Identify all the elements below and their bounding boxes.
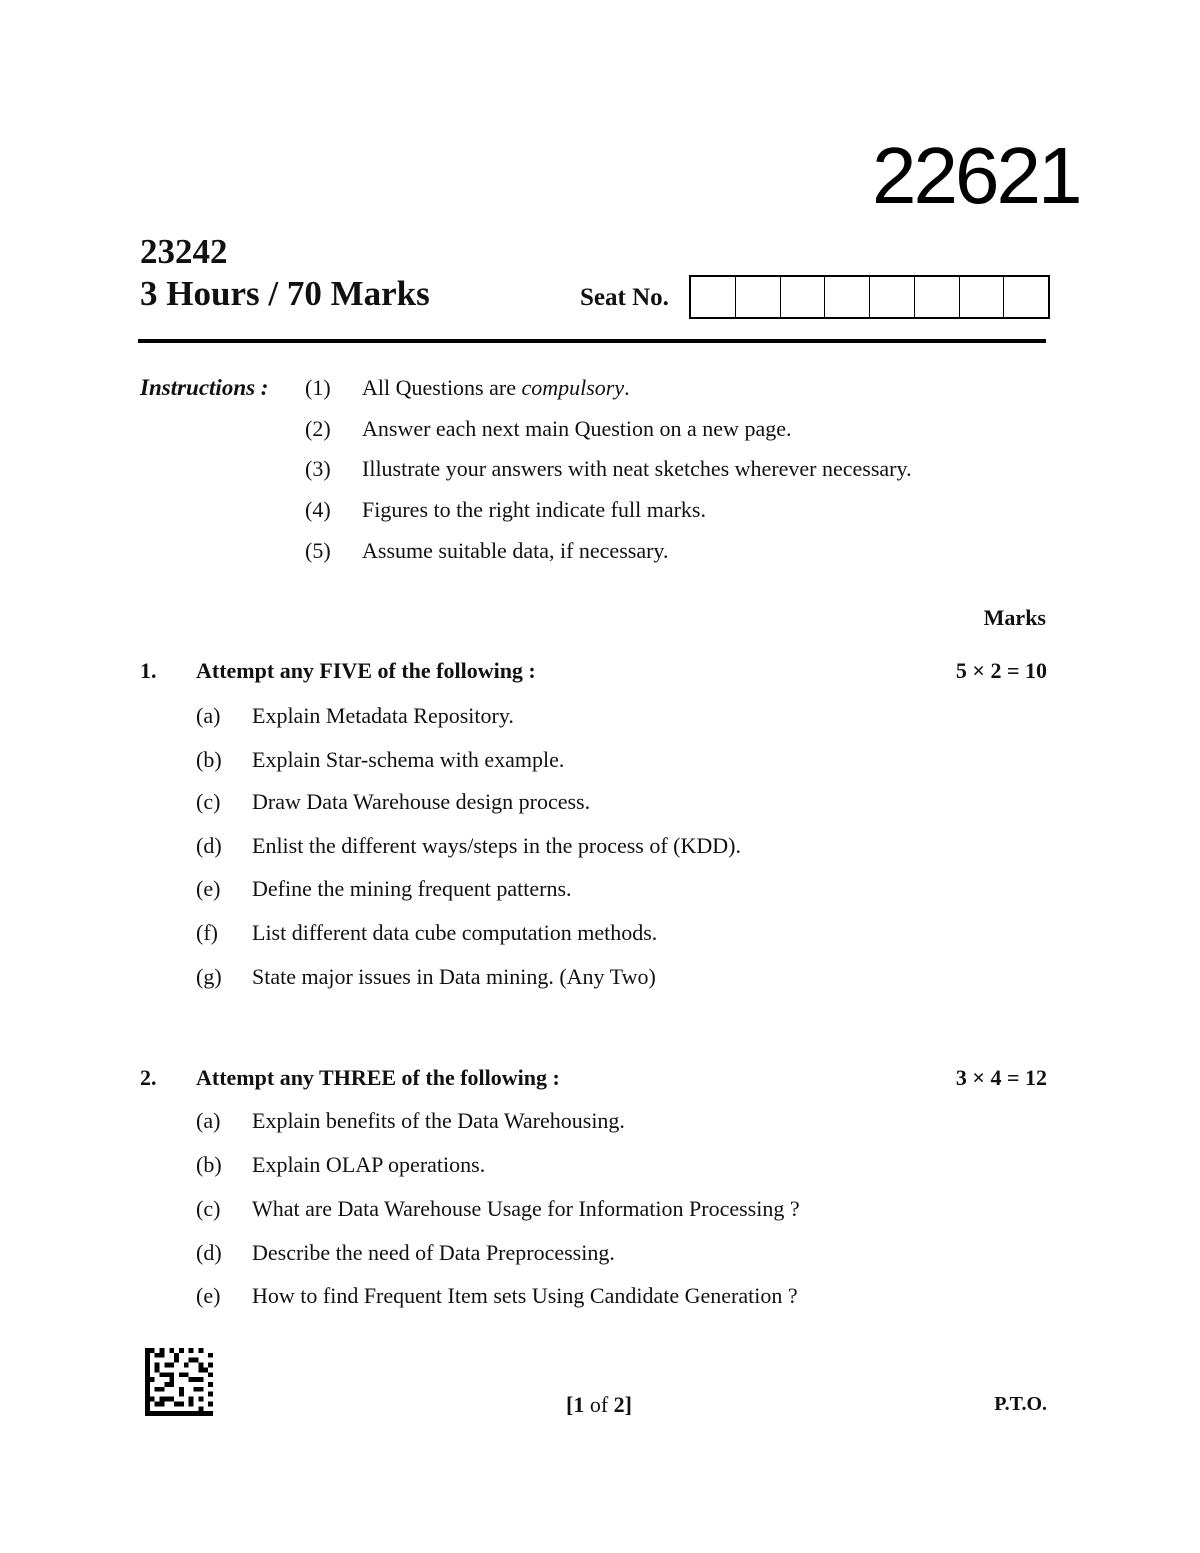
instruction-item — [305, 497, 706, 523]
part-text: What are Data Warehouse Usage for Information Processing ? — [252, 1196, 800, 1221]
part-letter: (c) — [196, 789, 221, 814]
part-letter: (f) — [196, 920, 218, 945]
seat-digit-box[interactable] — [870, 277, 915, 317]
question-part — [196, 920, 657, 946]
part-text: List different data cube computation methods. — [252, 920, 658, 945]
question-part — [196, 1240, 615, 1266]
instruction-text: Answer each next main Question on a new page. — [362, 416, 792, 441]
seat-digit-box[interactable] — [781, 277, 826, 317]
paper-code: 23242 — [140, 232, 228, 271]
instruction-text: Assume suitable data, if necessary. — [362, 538, 669, 563]
question-part — [196, 964, 656, 990]
instruction-item — [305, 375, 630, 401]
please-turn-over: P.T.O. — [994, 1393, 1047, 1415]
part-text: Explain OLAP operations. — [252, 1152, 486, 1177]
instruction-number: (4) — [305, 497, 331, 522]
part-letter: (g) — [196, 964, 222, 989]
question-marks: 3 × 4 = 12 — [955, 1065, 1047, 1090]
part-letter: (d) — [196, 1240, 222, 1265]
duration-marks: 3 Hours / 70 Marks — [140, 274, 430, 313]
instructions-label: Instructions : — [140, 375, 269, 400]
question-part — [196, 789, 590, 815]
part-text: How to find Frequent Item sets Using Candidate Generation ? — [252, 1283, 798, 1308]
question-title: Attempt any FIVE of the following : — [196, 658, 536, 683]
seat-digit-box[interactable] — [691, 277, 736, 317]
part-text: Explain benefits of the Data Warehousing. — [252, 1108, 625, 1133]
instruction-item — [305, 456, 912, 482]
question-part — [196, 703, 514, 729]
instruction-number: (1) — [305, 375, 331, 400]
question-marks: 5 × 2 = 10 — [955, 658, 1047, 683]
seat-number-boxes[interactable] — [689, 275, 1050, 319]
seat-digit-box[interactable] — [960, 277, 1005, 317]
seat-digit-box[interactable] — [915, 277, 960, 317]
page-number — [566, 1392, 632, 1418]
instruction-text: All Questions are — [362, 375, 522, 400]
part-text: Draw Data Warehouse design process. — [252, 789, 591, 814]
part-letter: (e) — [196, 1283, 221, 1308]
question-part — [196, 1152, 485, 1178]
question-part — [196, 1108, 625, 1134]
question-part — [196, 876, 572, 902]
seat-number-label: Seat No. — [580, 284, 669, 311]
part-text: State major issues in Data mining. (Any Two) — [252, 964, 656, 989]
instruction-text-end: . — [624, 375, 630, 400]
page-of: of — [584, 1392, 614, 1417]
instruction-number: (2) — [305, 416, 331, 441]
instruction-text: Illustrate your answers with neat sketches wherever necessary. — [362, 456, 912, 481]
seat-digit-box[interactable] — [736, 277, 781, 317]
instruction-number: (3) — [305, 456, 331, 481]
question-number: 2. — [140, 1065, 157, 1090]
marks-column-heading: Marks — [983, 605, 1046, 630]
part-text: Define the mining frequent patterns. — [252, 876, 572, 901]
part-text: Enlist the different ways/steps in the process of (KDD). — [252, 833, 741, 858]
part-letter: (b) — [196, 747, 222, 772]
question-title: Attempt any THREE of the following : — [196, 1065, 560, 1090]
seat-digit-box[interactable] — [825, 277, 870, 317]
instruction-item — [305, 416, 791, 442]
seat-digit-box[interactable] — [1004, 277, 1048, 317]
question-part — [196, 833, 741, 859]
question-number: 1. — [140, 658, 157, 683]
question-part — [196, 1283, 798, 1309]
instruction-number: (5) — [305, 538, 331, 563]
part-letter: (d) — [196, 833, 222, 858]
question-part — [196, 1196, 800, 1222]
page-current: [1 — [566, 1392, 585, 1417]
part-letter: (e) — [196, 876, 221, 901]
part-letter: (a) — [196, 703, 221, 728]
page-total: 2] — [613, 1392, 632, 1417]
instruction-text: Figures to the right indicate full marks. — [362, 497, 706, 522]
datamatrix-code — [145, 1348, 213, 1416]
part-letter: (a) — [196, 1108, 221, 1133]
part-text: Describe the need of Data Preprocessing. — [252, 1240, 615, 1265]
part-text: Explain Metadata Repository. — [252, 703, 514, 728]
instruction-item — [305, 538, 668, 564]
part-text: Explain Star-schema with example. — [252, 747, 565, 772]
question-part — [196, 747, 564, 773]
header-divider — [138, 339, 1046, 343]
part-letter: (b) — [196, 1152, 222, 1177]
instruction-emphasis: compulsory — [521, 375, 625, 400]
subject-code: 22621 — [872, 131, 1080, 220]
part-letter: (c) — [196, 1196, 221, 1221]
